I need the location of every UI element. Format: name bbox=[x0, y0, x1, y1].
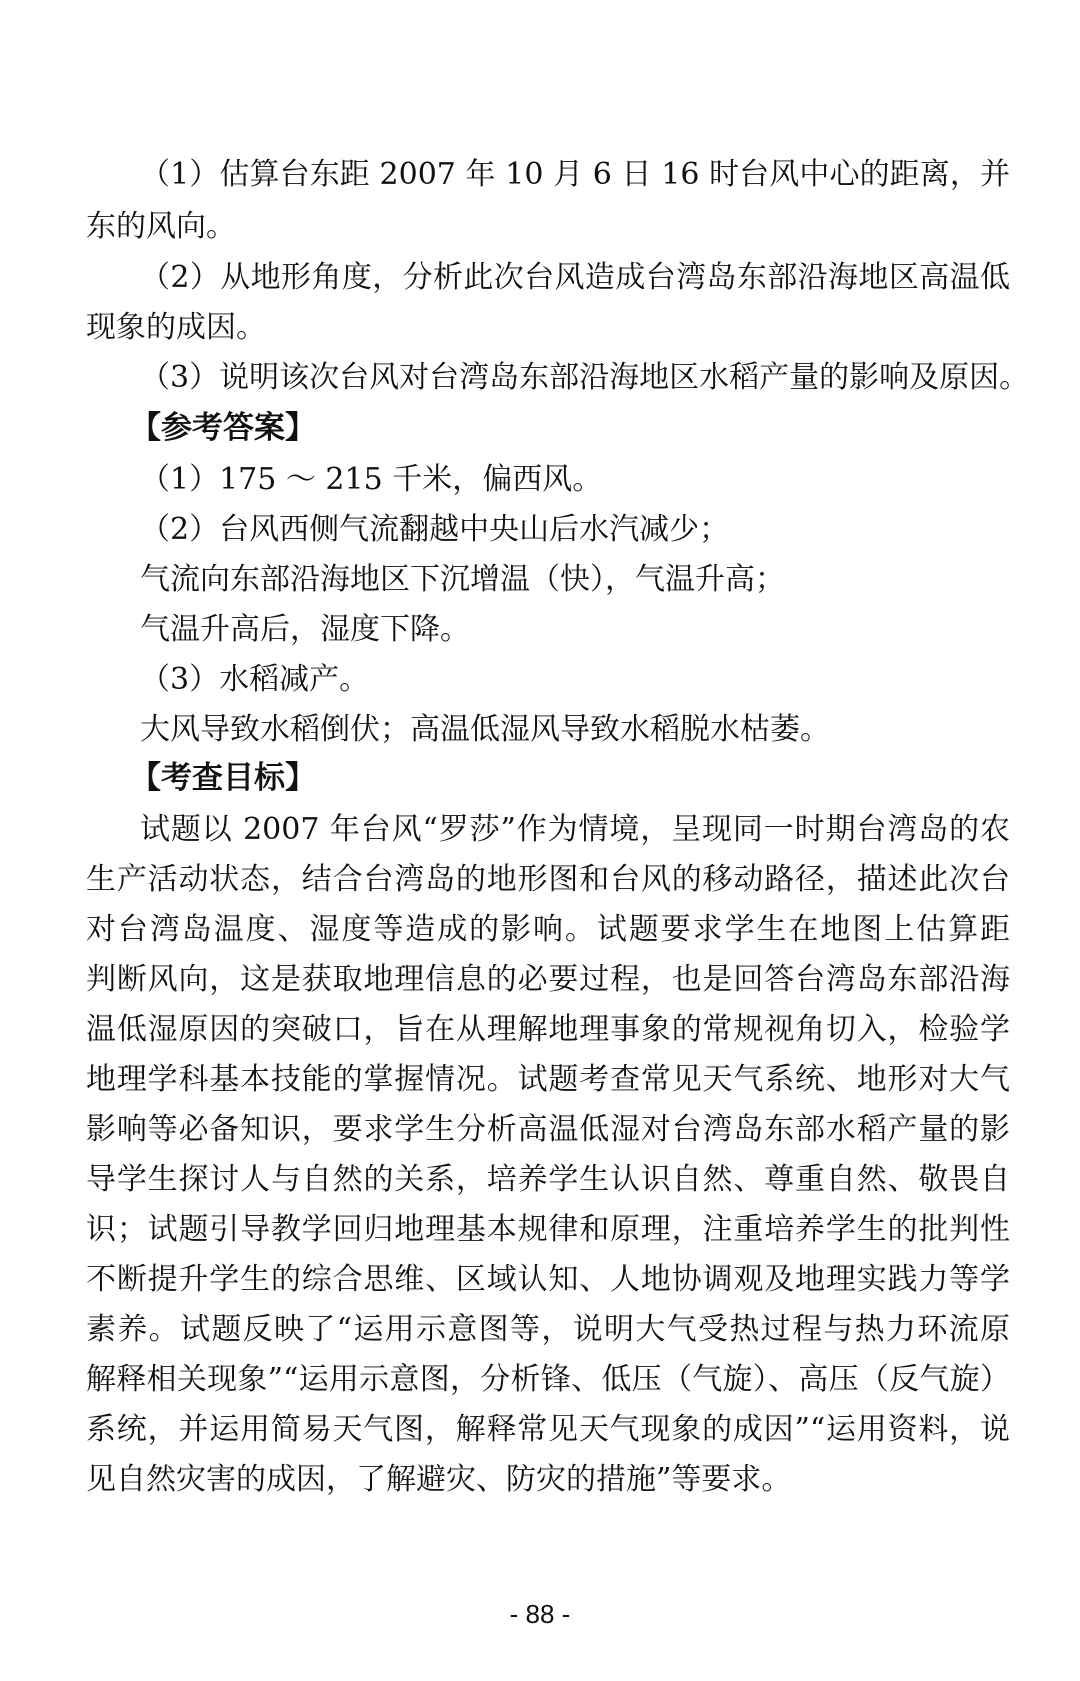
answer-3-line-1: （3）水稻减产。 bbox=[140, 662, 370, 697]
objective-line: 对台湾岛温度、湿度等造成的影响。试题要求学生在地图上估算距 bbox=[86, 912, 1010, 947]
objective-line: 见自然灾害的成因，了解避灾、防灾的措施”等要求。 bbox=[86, 1462, 792, 1497]
question-3-line-1: （3）说明该次台风对台湾岛东部沿海地区水稻产量的影响及原因。 bbox=[140, 360, 1030, 395]
objective-line: 判断风向，这是获取地理信息的必要过程，也是回答台湾岛东部沿海 bbox=[86, 962, 1010, 997]
answer-2-line-3: 气温升高后，湿度下降。 bbox=[140, 612, 470, 647]
objective-line: 识；试题引导教学回归地理基本规律和原理，注重培养学生的批判性 bbox=[86, 1212, 1010, 1247]
objective-line: 生产活动状态，结合台湾岛的地形图和台风的移动路径，描述此次台 bbox=[86, 862, 1010, 897]
objective-line: 试题以 2007 年台风“罗莎”作为情境，呈现同一时期台湾岛的农 bbox=[140, 812, 1010, 847]
answer-1: （1）175 ～ 215 千米，偏西风。 bbox=[140, 462, 603, 497]
question-2-line-2: 现象的成因。 bbox=[86, 310, 266, 345]
answer-heading: 【参考答案】 bbox=[130, 410, 316, 446]
objective-line: 温低湿原因的突破口，旨在从理解地理事象的常规视角切入，检验学 bbox=[86, 1012, 1010, 1047]
objective-line: 导学生探讨人与自然的关系，培养学生认识自然、尊重自然、敬畏自 bbox=[86, 1162, 1010, 1197]
objective-line: 影响等必备知识，要求学生分析高温低湿对台湾岛东部水稻产量的影 bbox=[86, 1112, 1010, 1147]
question-2-line-1: （2）从地形角度，分析此次台风造成台湾岛东部沿海地区高温低 bbox=[140, 260, 1010, 295]
objective-line: 素养。试题反映了“运用示意图等，说明大气受热过程与热力环流原 bbox=[86, 1312, 1010, 1347]
question-1-line-1: （1）估算台东距 2007 年 10 月 6 日 16 时台风中心的距离，并 bbox=[140, 157, 1010, 192]
objective-line: 解释相关现象”“运用示意图，分析锋、低压（气旋）、高压（反气旋） bbox=[86, 1362, 1010, 1397]
objective-line: 不断提升学生的综合思维、区域认知、人地协调观及地理实践力等学 bbox=[86, 1262, 1010, 1297]
objective-line: 地理学科基本技能的掌握情况。试题考查常见天气系统、地形对大气 bbox=[86, 1062, 1010, 1097]
answer-3-line-2: 大风导致水稻倒伏；高温低湿风导致水稻脱水枯萎。 bbox=[140, 712, 830, 747]
answer-2-line-2: 气流向东部沿海地区下沉增温（快），气温升高； bbox=[140, 562, 785, 597]
page-number: - 88 - bbox=[509, 1599, 571, 1629]
question-1-line-2: 东的风向。 bbox=[86, 209, 236, 244]
objective-line: 系统，并运用简易天气图，解释常见天气现象的成因”“运用资料，说 bbox=[86, 1412, 1010, 1447]
objective-heading: 【考查目标】 bbox=[130, 760, 316, 796]
answer-2-line-1: （2）台风西侧气流翻越中央山后水汽减少； bbox=[140, 512, 730, 547]
